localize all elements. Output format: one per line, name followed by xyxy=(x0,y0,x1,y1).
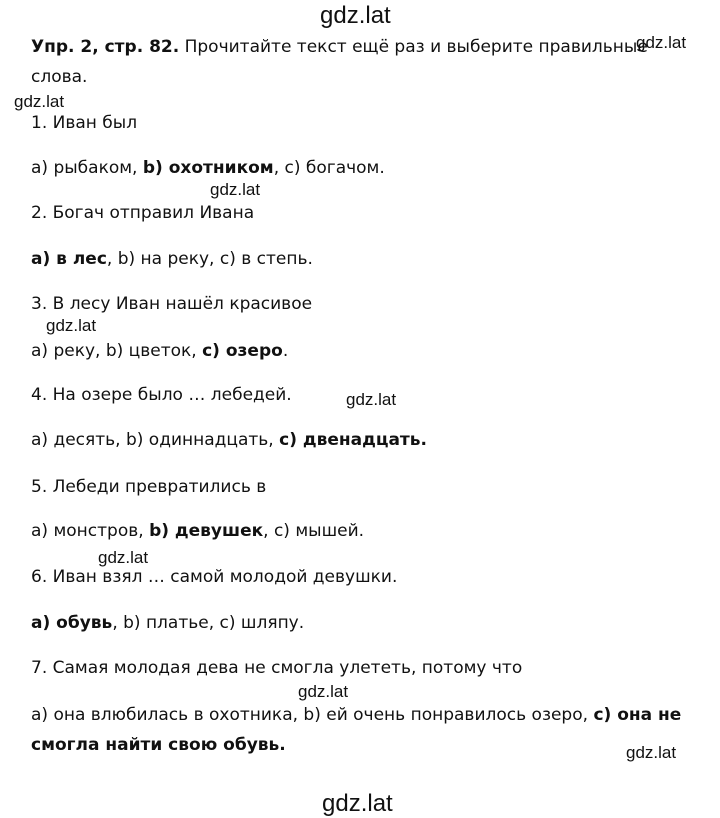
answers-6 xyxy=(31,612,304,634)
answer-text: . xyxy=(282,341,289,361)
answer-text: , c) богачом. xyxy=(273,158,385,178)
answer-text: , c) мышей. xyxy=(263,521,365,541)
answers-3 xyxy=(31,340,288,362)
watermark: gdz.lat xyxy=(14,92,65,111)
answer-correct: c) озеро xyxy=(202,341,283,361)
watermark: gdz.lat xyxy=(98,548,149,567)
watermark: gdz.lat xyxy=(626,743,677,762)
answer-correct: b) охотником xyxy=(142,158,274,178)
answers-5 xyxy=(31,520,364,542)
answer-correct: c) двенадцать. xyxy=(279,430,427,450)
answer-text: a) монстров, xyxy=(31,521,150,541)
answer-text: a) реку, b) цветок, xyxy=(31,341,203,361)
answer-correct: b) девушек xyxy=(149,521,264,541)
answer-text: , b) на реку, c) в степь. xyxy=(106,249,313,269)
watermark: gdz.lat xyxy=(298,682,349,701)
exercise-instruction-cont: слова. xyxy=(31,67,88,87)
exercise-header xyxy=(31,36,648,58)
watermark-bottom: gdz.lat xyxy=(322,790,393,817)
watermark-top: gdz.lat xyxy=(320,2,391,29)
answer-text: a) десять, b) одиннадцать, xyxy=(31,430,280,450)
answer-correct: смогла найти свою обувь. xyxy=(31,735,286,755)
answers-2 xyxy=(31,248,313,270)
answers-1 xyxy=(31,157,385,179)
question-7: 7. Самая молодая дева не смогла улететь, потому что xyxy=(31,658,523,678)
answer-text: а) рыбаком, xyxy=(31,158,143,178)
answer-correct: c) она не xyxy=(593,705,682,725)
answer-text: , b) платье, c) шляпу. xyxy=(112,613,305,633)
answer-correct: a) обувь xyxy=(31,613,113,633)
exercise-number: Упр. 2, стр. 82. xyxy=(31,37,180,57)
answer-correct: a) в лес xyxy=(31,249,107,269)
question-5: 5. Лебеди превратились в xyxy=(31,477,267,497)
question-6: 6. Иван взял … самой молодой девушки. xyxy=(31,567,398,587)
question-4: 4. На озере было … лебедей. xyxy=(31,385,292,405)
answers-7-cont xyxy=(31,734,286,756)
question-3: 3. В лесу Иван нашёл красивое xyxy=(31,294,313,314)
watermark: gdz.lat xyxy=(210,180,261,199)
watermark: gdz.lat xyxy=(46,316,97,335)
watermark: gdz.lat xyxy=(636,33,687,52)
answers-7 xyxy=(31,704,681,726)
exercise-instruction: Прочитайте текст ещё раз и выберите правильные xyxy=(179,37,648,57)
question-1: 1. Иван был xyxy=(31,113,138,133)
answers-4 xyxy=(31,429,427,451)
question-2: 2. Богач отправил Ивана xyxy=(31,203,255,223)
watermark: gdz.lat xyxy=(346,390,397,409)
answer-text: a) она влюбилась в охотника, b) ей очень понравилось озеро, xyxy=(31,705,594,725)
